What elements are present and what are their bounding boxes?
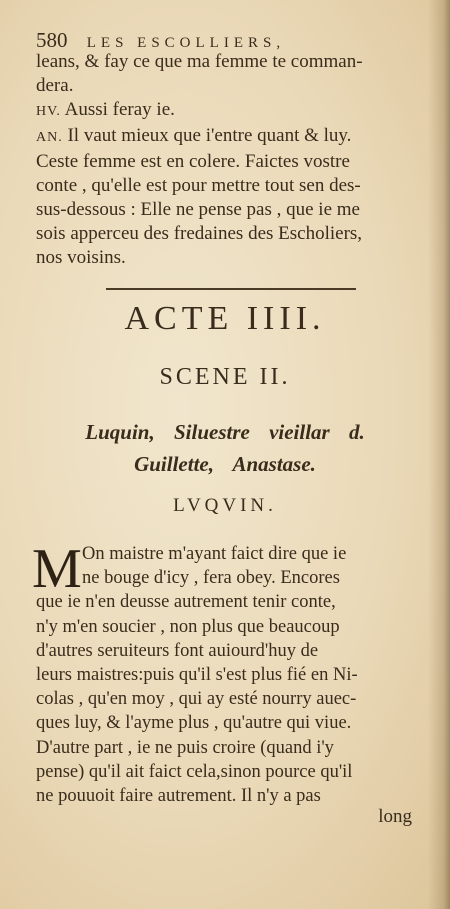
text-line: nos voisins. xyxy=(36,247,126,268)
page-number: 580 xyxy=(36,28,68,52)
scene-heading: SCENE II. xyxy=(159,364,291,390)
text-line: ques luy, & l'ayme plus , qu'autre qui viue. xyxy=(36,713,352,734)
text-line: dera. xyxy=(36,75,74,96)
section-divider xyxy=(106,288,356,290)
text-line: leans, & fay ce que ma femme te comman- xyxy=(36,51,363,72)
text-line: AN. Il vaut mieux que i'entre quant & luy. xyxy=(36,125,352,146)
speaker-abbrev: AN. xyxy=(36,130,63,145)
text-line: Ceste femme est en colere. Faictes vostre xyxy=(36,151,350,172)
top-dialogue xyxy=(36,50,431,270)
text-line: HV. Aussi feray ie. xyxy=(36,99,175,120)
text-line: que ie n'en deusse autrement tenir conte, xyxy=(36,592,336,613)
catchword: long xyxy=(378,806,412,827)
text-line: leurs maistres:puis qu'il s'est plus fié en Ni- xyxy=(36,665,358,686)
text-line: sus-dessous : Elle ne pense pas , que ie me xyxy=(36,199,360,220)
speaker-heading: LVQVIN. xyxy=(173,495,277,516)
drop-cap: M xyxy=(32,538,82,600)
text-line: n'y m'en soucier , non plus que beaucoup xyxy=(36,616,340,637)
text-line: On maistre m'ayant faict dire que ie xyxy=(82,544,347,564)
cast-list-line-2: Guillette, Anastase. xyxy=(134,452,316,476)
act-heading: ACTE IIII. xyxy=(124,300,326,337)
text-line: d'autres seruiteurs font auiourd'huy de xyxy=(36,640,319,661)
text-line: sois apperceu des fredaines des Escholiers, xyxy=(36,223,363,244)
running-title: LES ESCOLLIERS, xyxy=(86,35,286,51)
speech-body xyxy=(36,542,426,808)
text-line: conte , qu'elle est pour mettre tout sen des- xyxy=(36,175,361,196)
text-line: colas , qu'en moy , qui ay esté nourry auec- xyxy=(36,689,357,710)
text-line: ne bouge d'icy , fera obey. Encores xyxy=(82,568,340,589)
cast-list-line-1: Luquin, Siluestre vieillar d. xyxy=(85,420,365,444)
text-line: D'autre part , ie ne puis croire (quand i'y xyxy=(36,737,334,758)
text-line: pense) qu'il ait faict cela,sinon pource qu'il xyxy=(36,761,353,782)
text-line: ne pouuoit faire autrement. Il n'y a pas xyxy=(36,786,321,807)
speaker-abbrev: HV. xyxy=(36,104,61,119)
